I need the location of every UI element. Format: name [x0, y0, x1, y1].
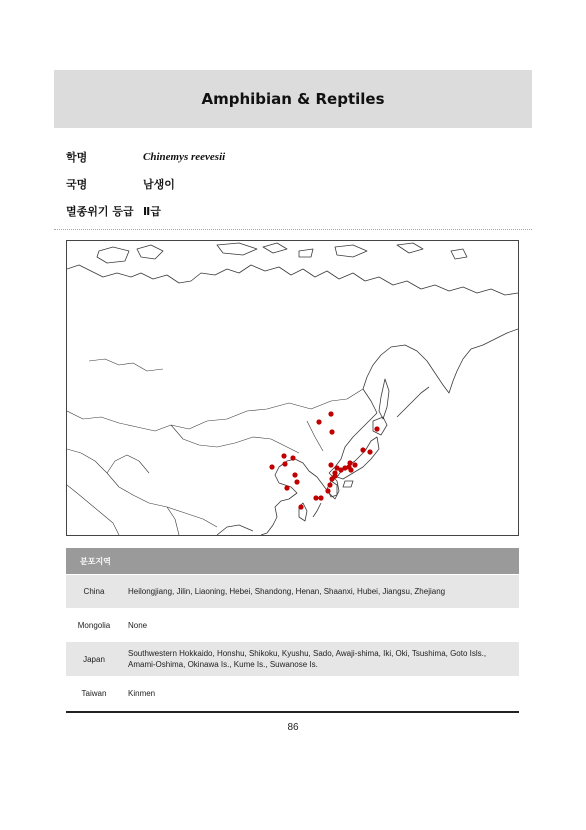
- distribution-table: [66, 548, 519, 710]
- grade-value: Ⅱ급: [143, 204, 161, 218]
- distribution-marker: [313, 495, 318, 500]
- distribution-marker: [332, 473, 337, 478]
- country-cell: Japan: [83, 654, 105, 664]
- distribution-marker: [329, 429, 334, 434]
- distribution-marker: [325, 488, 330, 493]
- info-row-scientific: [66, 143, 526, 170]
- areas-cell: None: [128, 620, 148, 630]
- distribution-marker: [284, 485, 289, 490]
- distribution-marker: [347, 460, 352, 465]
- areas-cell: Kinmen: [128, 688, 156, 698]
- table-row: [66, 608, 519, 642]
- page-title: Amphibian & Reptiles: [201, 90, 385, 108]
- distribution-marker: [328, 411, 333, 416]
- table-row: [66, 676, 519, 710]
- distribution-marker: [367, 449, 372, 454]
- info-row-grade: [66, 197, 526, 224]
- species-info: [66, 143, 526, 224]
- areas-cell: Southwestern Hokkaido, Honshu, Shikoku, Kyushu, Sado, Awaji-shima, Iki, Oki, Tsushima, Goto Isls., Amami-Oshima, Okinawa Is., Kume Is., Suwanose Is.: [128, 649, 487, 669]
- distribution-marker: [292, 472, 297, 477]
- coastlines: [67, 243, 518, 535]
- map-svg: [67, 241, 518, 535]
- distribution-marker: [328, 462, 333, 467]
- distribution-marker: [316, 419, 321, 424]
- header-band: [54, 70, 532, 128]
- scientific-name-value: Chinemys reevesii: [143, 150, 226, 163]
- korean-name-value: 남생이: [143, 177, 175, 191]
- distribution-markers: [269, 411, 379, 509]
- distribution-marker: [327, 482, 332, 487]
- scientific-name-label: 학명: [66, 150, 88, 164]
- grade-label: 멸종위기 등급: [66, 204, 134, 218]
- distribution-marker: [290, 455, 295, 460]
- distribution-marker: [298, 504, 303, 509]
- distribution-marker: [352, 462, 357, 467]
- section-divider: [54, 229, 532, 230]
- info-row-korean: [66, 170, 526, 197]
- distribution-table-header: [66, 548, 519, 574]
- distribution-marker: [281, 453, 286, 458]
- country-cell: Mongolia: [77, 620, 111, 630]
- distribution-marker: [318, 495, 323, 500]
- areas-cell: Heilongjiang, Jilin, Liaoning, Hebei, Shandong, Henan, Shaanxi, Hubei, Jiangsu, Zhejiang: [128, 587, 446, 596]
- page-number: 86: [287, 722, 299, 733]
- distribution-marker: [294, 479, 299, 484]
- distribution-marker: [348, 467, 353, 472]
- korean-name-label: 국명: [66, 177, 88, 191]
- table-row: [66, 575, 519, 608]
- distribution-map: [66, 240, 519, 536]
- table-bottom-rule: [66, 711, 519, 713]
- distribution-marker: [269, 464, 274, 469]
- table-row: [66, 642, 519, 676]
- distribution-marker: [360, 447, 365, 452]
- distribution-marker: [374, 426, 379, 431]
- distribution-marker: [282, 461, 287, 466]
- country-cell: Taiwan: [81, 688, 107, 698]
- country-cell: China: [83, 587, 105, 596]
- distribution-header-label: 분포지역: [80, 556, 111, 566]
